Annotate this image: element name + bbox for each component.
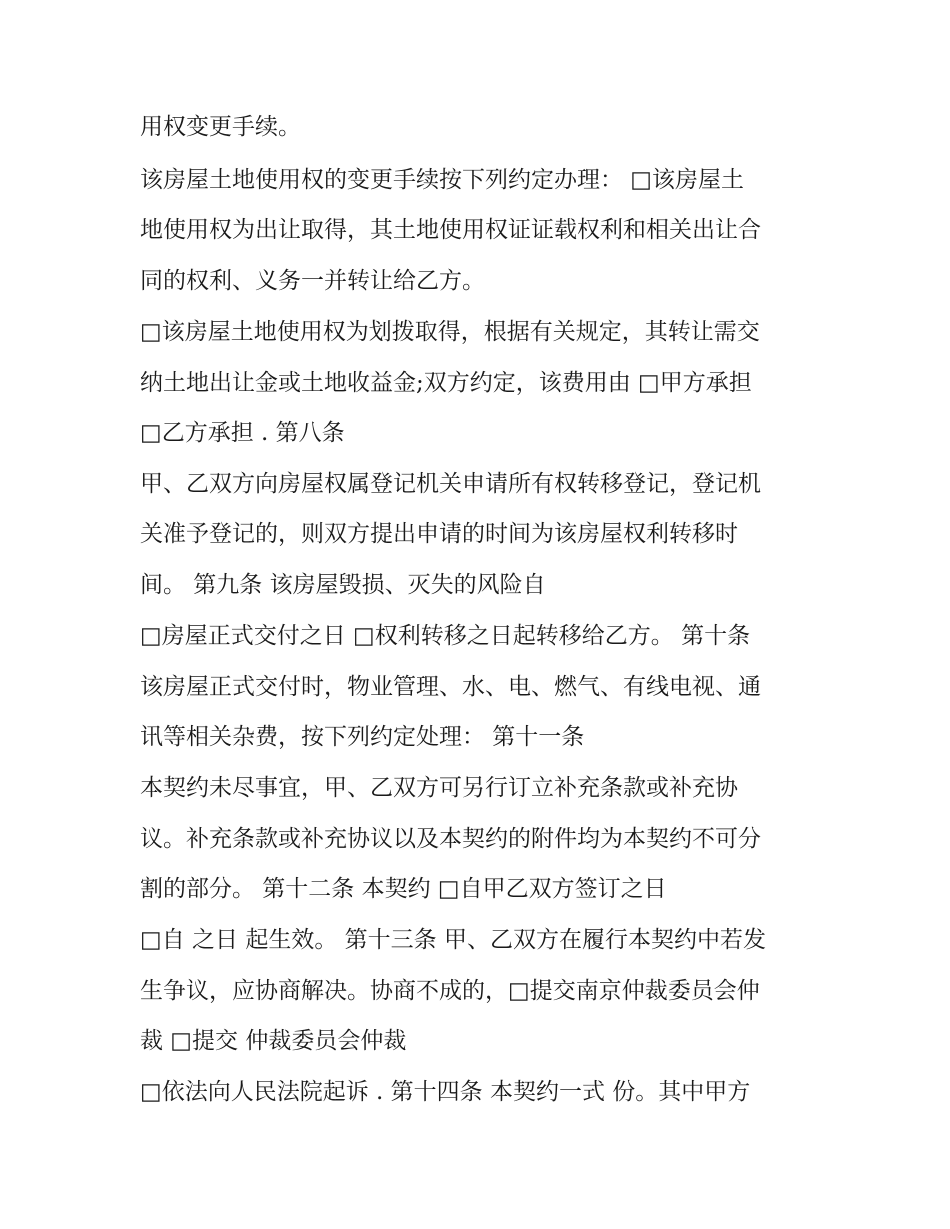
text-line: 本契约未尽事宜，甲、乙双方可另行订立补充条款或补充协 (140, 775, 738, 801)
text-line: 该房屋正式交付时，物业管理、水、电、燃气、有线电视、通 (140, 674, 761, 700)
text-line: 关准予登记的，则双方提出申请的时间为该房屋权利转移时 (140, 521, 738, 547)
text-line: □依法向人民法院起诉 . 第十四条 本契约一式 份。其中甲方 (140, 1079, 751, 1105)
text-line: 议。补充条款或补充协议以及本契约的附件均为本契约不可分 (140, 826, 761, 852)
text-line: 割的部分。 第十二条 本契约 □自甲乙双方签订之日 (140, 876, 667, 902)
text-line: 裁 □提交 仲裁委员会仲裁 (140, 1028, 407, 1054)
text-line: 甲、乙双方向房屋权属登记机关申请所有权转移登记，登记机 (140, 471, 761, 497)
text-line: 地使用权为出让取得，其土地使用权证证载权利和相关出让合 (140, 217, 761, 243)
text-line: 讯等相关杂费，按下列约定处理： 第十一条 (140, 724, 585, 750)
text-line: 间。 第九条 该房屋毁损、灭失的风险自 (140, 572, 546, 598)
text-line: □该房屋土地使用权为划拨取得，根据有关规定，其转让需交 (140, 319, 760, 345)
text-line: 用权变更手续。 (140, 114, 301, 140)
text-line: 纳土地出让金或土地收益金;双方约定，该费用由 □甲方承担 (140, 370, 752, 396)
text-line: □房屋正式交付之日 □权利转移之日起转移给乙方。 第十条 (140, 623, 751, 649)
text-line: 该房屋土地使用权的变更手续按下列约定办理： □该房屋土 (140, 167, 745, 193)
text-line: □自 之日 起生效。 第十三条 甲、乙双方在履行本契约中若发 (140, 927, 766, 953)
text-line: □乙方承担 . 第八条 (140, 420, 345, 446)
text-line: 生争议，应协商解决。协商不成的，□提交南京仲裁委员会仲 (140, 978, 760, 1004)
text-line: 同的权利、义务一并转让给乙方。 (140, 268, 485, 294)
